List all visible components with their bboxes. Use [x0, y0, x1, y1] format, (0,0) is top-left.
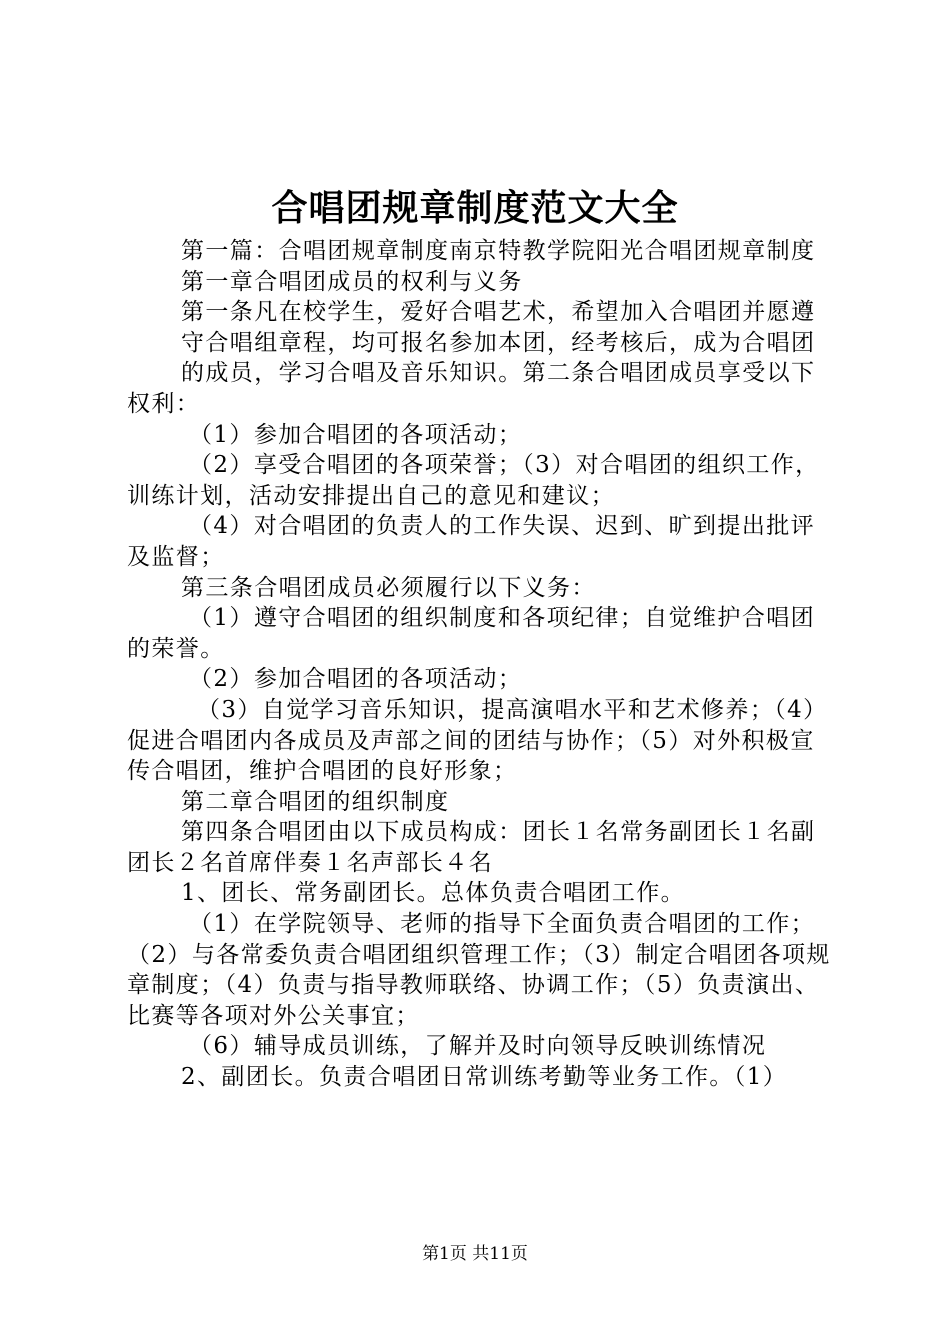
document-body [127, 236, 835, 1093]
paragraph: （6）辅导成员训练，了解并及时向领导反映训练情况 [189, 1033, 767, 1060]
paragraph: （2）参加合唱团的各项活动； [189, 666, 523, 693]
paragraph: 1、团长、常务副团长。总体负责合唱团工作。 [181, 880, 686, 907]
paragraph: 第三条合唱团成员必须履行以下义务： [181, 574, 596, 601]
paragraph: 第一条凡在校学生，爱好合唱艺术，希望加入合唱团并愿遵 [181, 299, 816, 326]
paragraph: （4）对合唱团的负责人的工作失误、迟到、旷到提出批评及监督； [127, 513, 816, 570]
paragraph: （1）参加合唱团的各项活动； [189, 421, 523, 448]
paragraph: 第二章合唱团的组织制度 [181, 788, 450, 815]
paragraph: 的成员，学习合唱及音乐知识。第二条合唱团成员享受以下权利： [127, 360, 816, 417]
document-title: 合唱团规章制度范文大全 [271, 187, 679, 229]
paragraph: （3）自觉学习音乐知识，提高演唱水平和艺术修养；（4）促进合唱团内各成员及声部之间的团结与协作；（5）对外积极宣传合唱团，维护合唱团的良好形象； [127, 696, 828, 785]
paragraph: （1）遵守合唱团的组织制度和各项纪律；自觉维护合唱团的荣誉。 [127, 605, 816, 662]
paragraph: 守合唱组章程，均可报名参加本团，经考核后，成为合唱团 [181, 329, 816, 356]
paragraph: 2、副团长。负责合唱团日常训练考勤等业务工作。（1） [181, 1064, 788, 1091]
paragraph: （1）在学院领导、老师的指导下全面负责合唱团的工作；（2）与各常委负责合唱团组织管理工作；（3）制定合唱团各项规章制度；（4）负责与指导教师联络、协调工作；（5）负责演出、比赛等各项对外公关事宜； [127, 911, 831, 1029]
paragraph: 第四条合唱团由以下成员构成：团长１名常务副团长１名副团长２名首席伴奏１名声部长４名 [127, 819, 816, 876]
page-number: 第1页 共11页 [422, 1244, 528, 1264]
paragraph: 第一篇：合唱团规章制度南京特教学院阳光合唱团规章制度 [181, 238, 816, 264]
paragraph: （2）享受合唱团的各项荣誉；（3）对合唱团的组织工作，训练计划，活动安排提出自己的意见和建议； [127, 452, 820, 509]
paragraph: 第一章合唱团成员的权利与义务 [181, 268, 523, 295]
